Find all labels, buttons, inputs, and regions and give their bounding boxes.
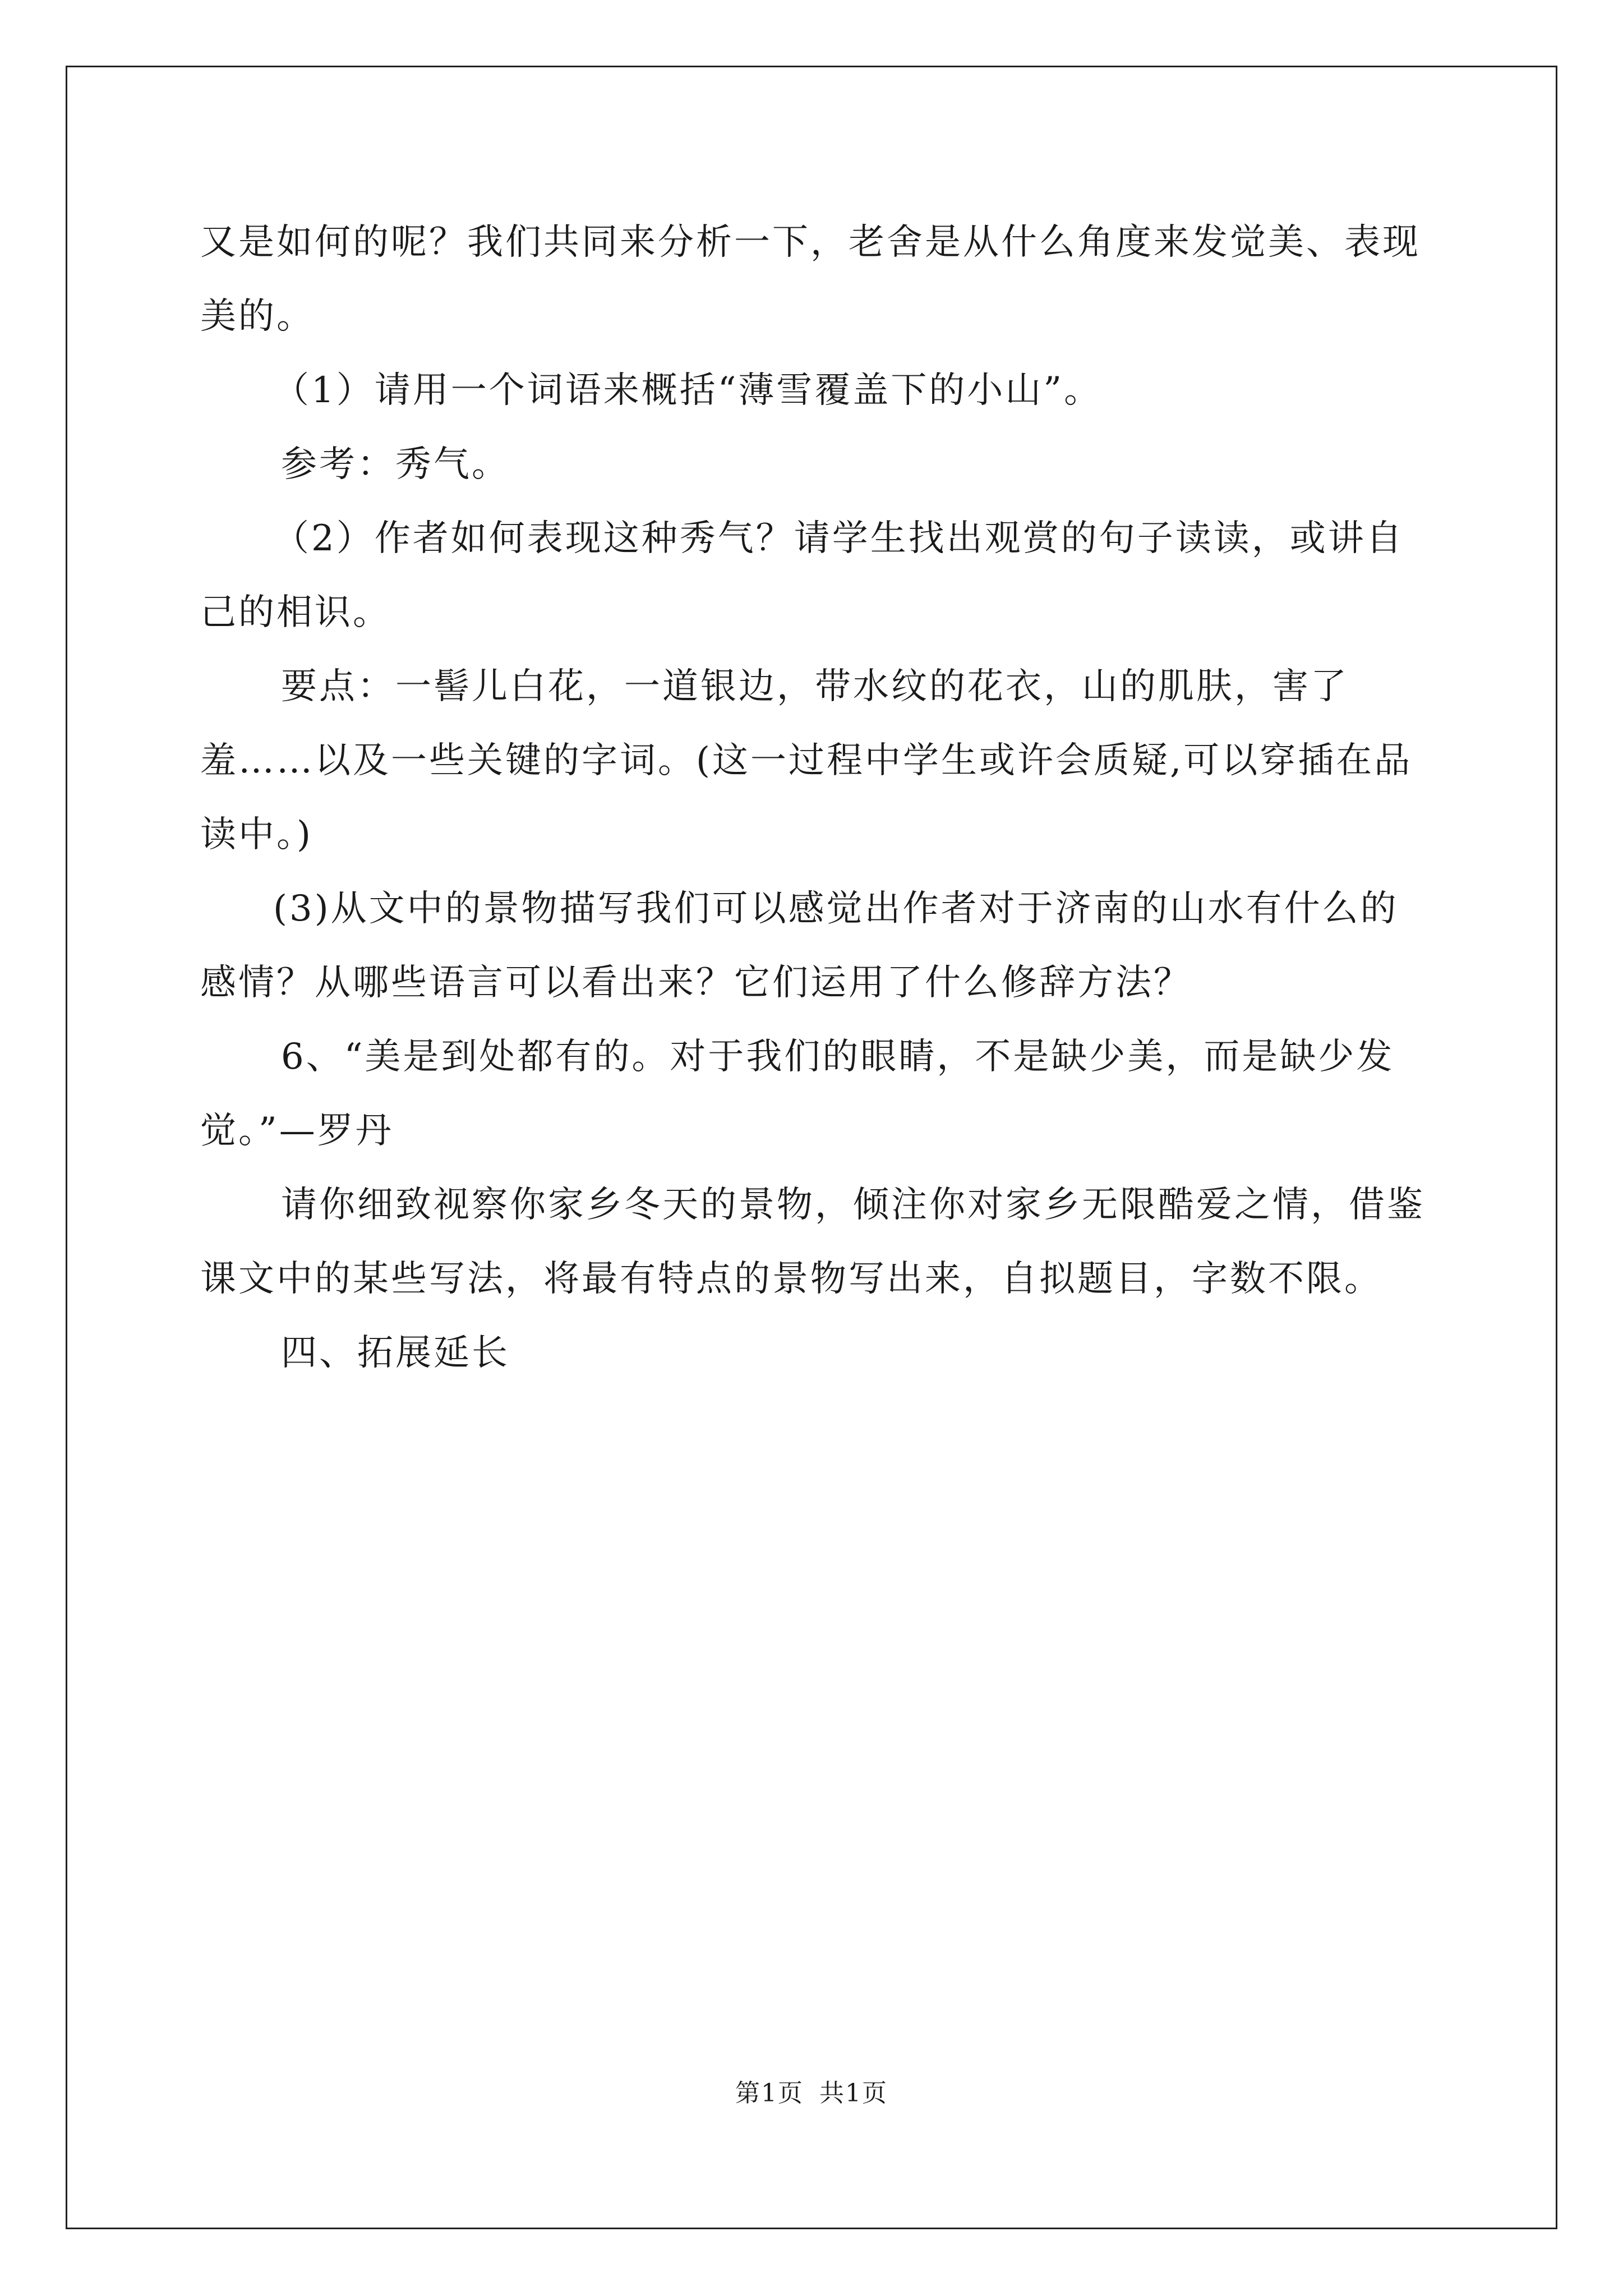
page-number: 第1页 [735,2079,804,2108]
paragraph-reference-answer: 参考：秀气。 [281,444,510,485]
paragraph-question-2: （2）作者如何表现这种秀气？请学生找出观赏的句子读读，或讲自己的相识。 [200,518,1404,633]
section-heading-extension: 四、拓展延长 [281,1332,510,1374]
paragraph-continuation: 又是如何的呢？我们共同来分析一下，老舍是从什么角度来发觉美、表现美的。 [200,222,1421,337]
paragraph-writing-task: 请你细致视察你家乡冬天的景物，倾注你对家乡无限酷爱之情，借鉴课文中的某些写法，将最有特点的景物写出来，自拟题目，字数不限。 [200,1184,1425,1300]
paragraph-key-points: 要点：一髻儿白花，一道银边，带水纹的花衣，山的肌肤，害了羞……以及一些关键的字词。(这一过程中学生或许会质疑,可以穿插在品读中。) [200,666,1413,855]
document-body [200,205,1426,1390]
paragraph-question-3: (3)从文中的景物描写我们可以感觉出作者对于济南的山水有什么的感情？从哪些语言可以看出来？它们运用了什么修辞方法？ [200,888,1399,1004]
paragraph-question-1: （1）请用一个词语来概括“薄雪覆盖下的小山”。 [273,370,1103,411]
page-total: 共1页 [819,2079,888,2108]
paragraph-quote-rodin: 6、“美是到处都有的。对于我们的眼睛，不是缺少美，而是缺少发觉。”—罗丹 [200,1036,1395,1152]
page-footer [0,2073,1623,2109]
